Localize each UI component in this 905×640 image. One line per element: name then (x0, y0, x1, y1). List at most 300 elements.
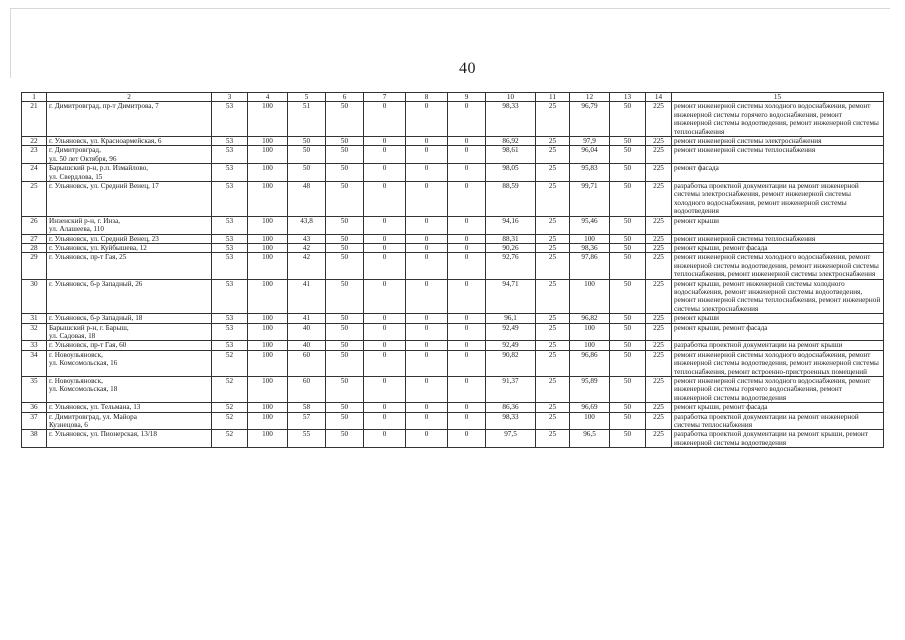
table-cell: 0 (448, 182, 486, 217)
table-cell: 50 (326, 323, 364, 341)
table-cell: 50 (326, 430, 364, 448)
table-cell: 50 (610, 182, 646, 217)
table-cell: 50 (326, 102, 364, 137)
column-header: 2 (47, 93, 212, 102)
table-cell: 0 (448, 323, 486, 341)
table-cell: 25 (536, 430, 570, 448)
table-cell: 96,5 (570, 430, 610, 448)
row-number-cell: 37 (22, 412, 47, 430)
table-cell: 225 (646, 350, 672, 376)
table-cell: 225 (646, 234, 672, 243)
table-cell: 100 (570, 341, 610, 350)
page-number: 40 (459, 60, 476, 77)
table-cell: 0 (364, 314, 406, 323)
table-cell: 0 (448, 341, 486, 350)
table-cell: 0 (448, 314, 486, 323)
table-row (22, 377, 884, 403)
column-header: 15 (672, 93, 884, 102)
table-cell: 0 (406, 279, 448, 314)
work-type-cell: ремонт инженерной системы холодного водоснабжения, ремонт инженерной системы горячего водоснабжения, ремонт инженерной системы водоотведения, ремонт инженерной системы теплоснабжения (672, 102, 884, 137)
table-cell: 96,79 (570, 102, 610, 137)
table-cell: 92,49 (486, 341, 536, 350)
table-row (22, 279, 884, 314)
table-cell: 50 (326, 341, 364, 350)
row-number-cell: 24 (22, 164, 47, 182)
table-cell: 0 (406, 377, 448, 403)
table-cell: 58 (288, 403, 326, 412)
work-type-cell: ремонт фасада (672, 164, 884, 182)
table-cell: 86,92 (486, 137, 536, 146)
table-cell: 50 (610, 412, 646, 430)
address-cell: г. Новоульяновск, ул. Комсомольская, 16 (47, 350, 212, 376)
table-cell: 25 (536, 377, 570, 403)
table-row (22, 323, 884, 341)
column-header: 11 (536, 93, 570, 102)
table-cell: 25 (536, 102, 570, 137)
table-cell: 100 (248, 430, 288, 448)
table-cell: 225 (646, 430, 672, 448)
table-cell: 225 (646, 377, 672, 403)
address-cell: Барышский р-н, г. Барыш, ул. Садовая, 18 (47, 323, 212, 341)
table-cell: 0 (364, 164, 406, 182)
table-cell: 50 (610, 102, 646, 137)
table-row (22, 350, 884, 376)
table-cell: 100 (248, 341, 288, 350)
table-cell: 0 (448, 253, 486, 279)
table-cell: 100 (570, 323, 610, 341)
table-cell: 95,83 (570, 164, 610, 182)
table-cell: 100 (248, 253, 288, 279)
table-row (22, 341, 884, 350)
table-cell: 100 (248, 182, 288, 217)
row-number-cell: 27 (22, 234, 47, 243)
table-cell: 97,5 (486, 430, 536, 448)
table-cell: 50 (610, 253, 646, 279)
table-cell: 99,71 (570, 182, 610, 217)
table-cell: 225 (646, 182, 672, 217)
table-cell: 52 (212, 403, 248, 412)
table-cell: 100 (248, 216, 288, 234)
table-cell: 25 (536, 350, 570, 376)
table-cell: 50 (610, 279, 646, 314)
table-cell: 25 (536, 279, 570, 314)
table-cell: 50 (610, 243, 646, 252)
table-cell: 0 (406, 430, 448, 448)
table-cell: 86,36 (486, 403, 536, 412)
table-cell: 25 (536, 182, 570, 217)
table-cell: 52 (212, 377, 248, 403)
table-cell: 50 (326, 412, 364, 430)
row-number-cell: 28 (22, 243, 47, 252)
table-cell: 88,59 (486, 182, 536, 217)
column-header: 14 (646, 93, 672, 102)
table-cell: 25 (536, 137, 570, 146)
table-cell: 50 (326, 146, 364, 164)
work-type-cell: ремонт крыши, ремонт фасада (672, 403, 884, 412)
table-cell: 0 (364, 403, 406, 412)
table-cell: 50 (288, 137, 326, 146)
table-cell: 0 (448, 216, 486, 234)
table-cell: 50 (326, 216, 364, 234)
work-type-cell: ремонт крыши, ремонт инженерной системы холодного водоснабжения, ремонт инженерной системы водоотведения, ремонт инженерной системы теплоснабжения, ремонт инженерной системы электроснабжения (672, 279, 884, 314)
table-cell: 0 (406, 137, 448, 146)
table-cell: 0 (364, 137, 406, 146)
table-cell: 100 (248, 412, 288, 430)
table-cell: 50 (326, 137, 364, 146)
table-cell: 0 (448, 102, 486, 137)
table-cell: 0 (448, 243, 486, 252)
table-cell: 25 (536, 323, 570, 341)
table-row (22, 102, 884, 137)
table-cell: 100 (248, 377, 288, 403)
address-cell: г. Димитровград, ул. 50 лет Октября, 96 (47, 146, 212, 164)
table-cell: 53 (212, 323, 248, 341)
table-row (22, 234, 884, 243)
table-row (22, 182, 884, 217)
table-cell: 60 (288, 377, 326, 403)
table-cell: 0 (406, 182, 448, 217)
table-cell: 52 (212, 350, 248, 376)
table-cell: 0 (406, 350, 448, 376)
column-header: 10 (486, 93, 536, 102)
address-cell: Барышский р-н, р.п. Измайлово, ул. Свердлова, 15 (47, 164, 212, 182)
table-cell: 53 (212, 146, 248, 164)
table-cell: 100 (248, 164, 288, 182)
table-cell: 48 (288, 182, 326, 217)
row-number-cell: 38 (22, 430, 47, 448)
table-cell: 0 (406, 412, 448, 430)
table-cell: 100 (248, 314, 288, 323)
row-number-cell: 31 (22, 314, 47, 323)
table-cell: 100 (248, 279, 288, 314)
table-cell: 0 (406, 314, 448, 323)
table-cell: 0 (448, 279, 486, 314)
table-cell: 0 (364, 234, 406, 243)
table-cell: 0 (406, 323, 448, 341)
table-cell: 100 (248, 146, 288, 164)
table-cell: 57 (288, 412, 326, 430)
work-type-cell: ремонт крыши (672, 216, 884, 234)
table-cell: 0 (448, 412, 486, 430)
table-cell: 50 (610, 430, 646, 448)
table-cell: 50 (610, 234, 646, 243)
table-cell: 53 (212, 314, 248, 323)
table-cell: 0 (406, 341, 448, 350)
work-type-cell: ремонт инженерной системы холодного водоснабжения, ремонт инженерной системы горячего водоснабжения, ремонт инженерной системы водоотведения (672, 377, 884, 403)
table-cell: 96,69 (570, 403, 610, 412)
table-cell: 50 (610, 164, 646, 182)
table-row (22, 430, 884, 448)
table-cell: 50 (326, 253, 364, 279)
table-cell: 50 (610, 137, 646, 146)
row-number-cell: 21 (22, 102, 47, 137)
table-cell: 0 (406, 164, 448, 182)
table-cell: 53 (212, 253, 248, 279)
table-cell: 42 (288, 253, 326, 279)
table-cell: 43 (288, 234, 326, 243)
table-cell: 225 (646, 279, 672, 314)
table-cell: 40 (288, 323, 326, 341)
table-cell: 53 (212, 216, 248, 234)
table-cell: 25 (536, 164, 570, 182)
table-cell: 50 (610, 314, 646, 323)
table-cell: 0 (364, 102, 406, 137)
address-cell: г. Ульяновск, ул. Тельмана, 13 (47, 403, 212, 412)
table-cell: 25 (536, 412, 570, 430)
table-cell: 41 (288, 279, 326, 314)
row-number-cell: 22 (22, 137, 47, 146)
table-cell: 53 (212, 137, 248, 146)
table-cell: 0 (364, 430, 406, 448)
table-row (22, 243, 884, 252)
table-cell: 96,04 (570, 146, 610, 164)
table-cell: 95,46 (570, 216, 610, 234)
table-cell: 50 (610, 350, 646, 376)
table-cell: 0 (448, 164, 486, 182)
table-cell: 40 (288, 341, 326, 350)
table-cell: 25 (536, 243, 570, 252)
address-cell: г. Ульяновск, ул. Средний Венец, 17 (47, 182, 212, 217)
column-header: 3 (212, 93, 248, 102)
table-cell: 225 (646, 341, 672, 350)
table-cell: 50 (288, 164, 326, 182)
table-cell: 50 (326, 403, 364, 412)
table-row (22, 164, 884, 182)
table-cell: 100 (248, 234, 288, 243)
row-number-cell: 26 (22, 216, 47, 234)
table-cell: 100 (570, 279, 610, 314)
table-cell: 53 (212, 341, 248, 350)
table-cell: 0 (448, 146, 486, 164)
work-type-cell: ремонт инженерной системы холодного водоснабжения, ремонт инженерной системы водоотведения, ремонт инженерной системы теплоснабжения, ремонт встроенно-пристроенных помещений (672, 350, 884, 376)
table-cell: 225 (646, 102, 672, 137)
address-cell: г. Ульяновск, ул. Пионерская, 13/18 (47, 430, 212, 448)
table-cell: 96,86 (570, 350, 610, 376)
table-cell: 0 (448, 403, 486, 412)
table-cell: 0 (448, 350, 486, 376)
table-cell: 225 (646, 137, 672, 146)
table-cell: 96,82 (570, 314, 610, 323)
work-type-cell: ремонт крыши, ремонт фасада (672, 243, 884, 252)
table-cell: 225 (646, 216, 672, 234)
row-number-cell: 32 (22, 323, 47, 341)
table-cell: 53 (212, 234, 248, 243)
table-cell: 50 (326, 279, 364, 314)
column-header: 5 (288, 93, 326, 102)
table-cell: 100 (248, 102, 288, 137)
table-cell: 92,76 (486, 253, 536, 279)
table-cell: 50 (610, 403, 646, 412)
column-header: 1 (22, 93, 47, 102)
table-cell: 98,33 (486, 412, 536, 430)
table-cell: 25 (536, 146, 570, 164)
table-cell: 0 (364, 323, 406, 341)
table-cell: 0 (364, 182, 406, 217)
work-type-cell: ремонт инженерной системы теплоснабжения (672, 234, 884, 243)
column-header: 7 (364, 93, 406, 102)
table-cell: 225 (646, 164, 672, 182)
table-cell: 0 (364, 350, 406, 376)
table-cell: 0 (406, 102, 448, 137)
table-row (22, 253, 884, 279)
table-cell: 95,89 (570, 377, 610, 403)
address-cell: г. Ульяновск, ул. Красноармейская, 6 (47, 137, 212, 146)
work-type-cell: разработка проектной документации на ремонт инженерной системы теплоснабжения (672, 412, 884, 430)
table-cell: 0 (364, 412, 406, 430)
table-cell: 0 (406, 403, 448, 412)
table-cell: 0 (448, 377, 486, 403)
table-cell: 98,33 (486, 102, 536, 137)
row-number-cell: 36 (22, 403, 47, 412)
table-cell: 100 (248, 243, 288, 252)
table-cell: 90,26 (486, 243, 536, 252)
table-cell: 94,71 (486, 279, 536, 314)
address-cell: г. Новоульяновск, ул. Комсомольская, 18 (47, 377, 212, 403)
address-cell: г. Ульяновск, ул. Куйбышева, 12 (47, 243, 212, 252)
table-cell: 60 (288, 350, 326, 376)
table-cell: 100 (248, 137, 288, 146)
table-row (22, 314, 884, 323)
table-row (22, 137, 884, 146)
table-cell: 43,8 (288, 216, 326, 234)
address-cell: г. Ульяновск, б-р Западный, 26 (47, 279, 212, 314)
table-cell: 92,49 (486, 323, 536, 341)
table-cell: 0 (364, 243, 406, 252)
table-cell: 98,61 (486, 146, 536, 164)
column-header: 6 (326, 93, 364, 102)
address-cell: г. Ульяновск, б-р Западный, 18 (47, 314, 212, 323)
table-row (22, 412, 884, 430)
table-body (22, 102, 884, 448)
table-cell: 50 (326, 350, 364, 376)
address-cell: г. Ульяновск, пр-т Гая, 25 (47, 253, 212, 279)
row-number-cell: 29 (22, 253, 47, 279)
table-cell: 50 (610, 341, 646, 350)
table-cell: 53 (212, 243, 248, 252)
table-cell: 225 (646, 146, 672, 164)
table-cell: 0 (406, 243, 448, 252)
table-cell: 25 (536, 253, 570, 279)
table-cell: 96,1 (486, 314, 536, 323)
table-cell: 100 (570, 234, 610, 243)
table-cell: 98,05 (486, 164, 536, 182)
column-header: 9 (448, 93, 486, 102)
table-row (22, 146, 884, 164)
table-cell: 94,16 (486, 216, 536, 234)
table-cell: 41 (288, 314, 326, 323)
table-cell: 50 (326, 314, 364, 323)
table-cell: 0 (406, 146, 448, 164)
address-cell: г. Димитровград, пр-т Димитрова, 7 (47, 102, 212, 137)
table-cell: 97,9 (570, 137, 610, 146)
row-number-cell: 23 (22, 146, 47, 164)
table-cell: 53 (212, 102, 248, 137)
column-header: 12 (570, 93, 610, 102)
work-type-cell: ремонт инженерной системы теплоснабжения (672, 146, 884, 164)
table-cell: 0 (448, 137, 486, 146)
table-cell: 50 (326, 377, 364, 403)
table-cell: 0 (364, 279, 406, 314)
table-cell: 97,86 (570, 253, 610, 279)
table-cell: 0 (448, 234, 486, 243)
table-cell: 100 (570, 412, 610, 430)
table-cell: 50 (326, 182, 364, 217)
work-type-cell: ремонт крыши (672, 314, 884, 323)
work-type-cell: ремонт инженерной системы электроснабжения (672, 137, 884, 146)
table-cell: 42 (288, 243, 326, 252)
column-header: 8 (406, 93, 448, 102)
row-number-cell: 25 (22, 182, 47, 217)
table-cell: 53 (212, 279, 248, 314)
table-cell: 0 (364, 146, 406, 164)
address-cell: Инзенский р-н, г. Инза, ул. Алашеева, 110 (47, 216, 212, 234)
row-number-cell: 30 (22, 279, 47, 314)
row-number-cell: 33 (22, 341, 47, 350)
table-cell: 25 (536, 403, 570, 412)
register-table (21, 92, 884, 448)
table-cell: 225 (646, 253, 672, 279)
address-cell: г. Димитровград, ул. Майора Кузнецова, 6 (47, 412, 212, 430)
table-cell: 0 (406, 234, 448, 243)
table-cell: 52 (212, 430, 248, 448)
work-type-cell: разработка проектной документации на ремонт крыши (672, 341, 884, 350)
table-cell: 25 (536, 314, 570, 323)
table-cell: 225 (646, 412, 672, 430)
table-cell: 50 (326, 243, 364, 252)
work-type-cell: разработка проектной документации на ремонт крыши, ремонт инженерной системы водоотведения (672, 430, 884, 448)
table-cell: 91,37 (486, 377, 536, 403)
table-cell: 50 (610, 146, 646, 164)
table-cell: 100 (248, 403, 288, 412)
table-cell: 225 (646, 323, 672, 341)
table-cell: 25 (536, 234, 570, 243)
address-cell: г. Ульяновск, ул. Средний Венец, 23 (47, 234, 212, 243)
address-cell: г. Ульяновск, пр-т Гая, 60 (47, 341, 212, 350)
column-header: 13 (610, 93, 646, 102)
table-cell: 52 (212, 412, 248, 430)
table-cell: 0 (364, 377, 406, 403)
table-cell: 90,82 (486, 350, 536, 376)
table-cell: 25 (536, 216, 570, 234)
table-cell: 50 (610, 216, 646, 234)
table-cell: 0 (406, 216, 448, 234)
table-cell: 98,36 (570, 243, 610, 252)
table-cell: 55 (288, 430, 326, 448)
row-number-cell: 35 (22, 377, 47, 403)
table-cell: 225 (646, 314, 672, 323)
table-cell: 225 (646, 403, 672, 412)
table-cell: 25 (536, 341, 570, 350)
table-cell: 50 (326, 164, 364, 182)
table-cell: 0 (406, 253, 448, 279)
row-number-cell: 34 (22, 350, 47, 376)
table-cell: 50 (610, 323, 646, 341)
table-cell: 0 (364, 253, 406, 279)
table-cell: 51 (288, 102, 326, 137)
column-header: 4 (248, 93, 288, 102)
table-cell: 0 (448, 430, 486, 448)
table-cell: 50 (326, 234, 364, 243)
table-cell: 88,31 (486, 234, 536, 243)
work-type-cell: ремонт инженерной системы холодного водоснабжения, ремонт инженерной системы водоотведения, ремонт инженерной системы теплоснабжения, ремонт инженерной системы электроснабжения (672, 253, 884, 279)
scan-border-top (10, 8, 890, 9)
table-cell: 100 (248, 323, 288, 341)
table-cell: 100 (248, 350, 288, 376)
table-cell: 53 (212, 164, 248, 182)
table-row (22, 216, 884, 234)
table-cell: 0 (364, 216, 406, 234)
work-type-cell: ремонт крыши, ремонт фасада (672, 323, 884, 341)
